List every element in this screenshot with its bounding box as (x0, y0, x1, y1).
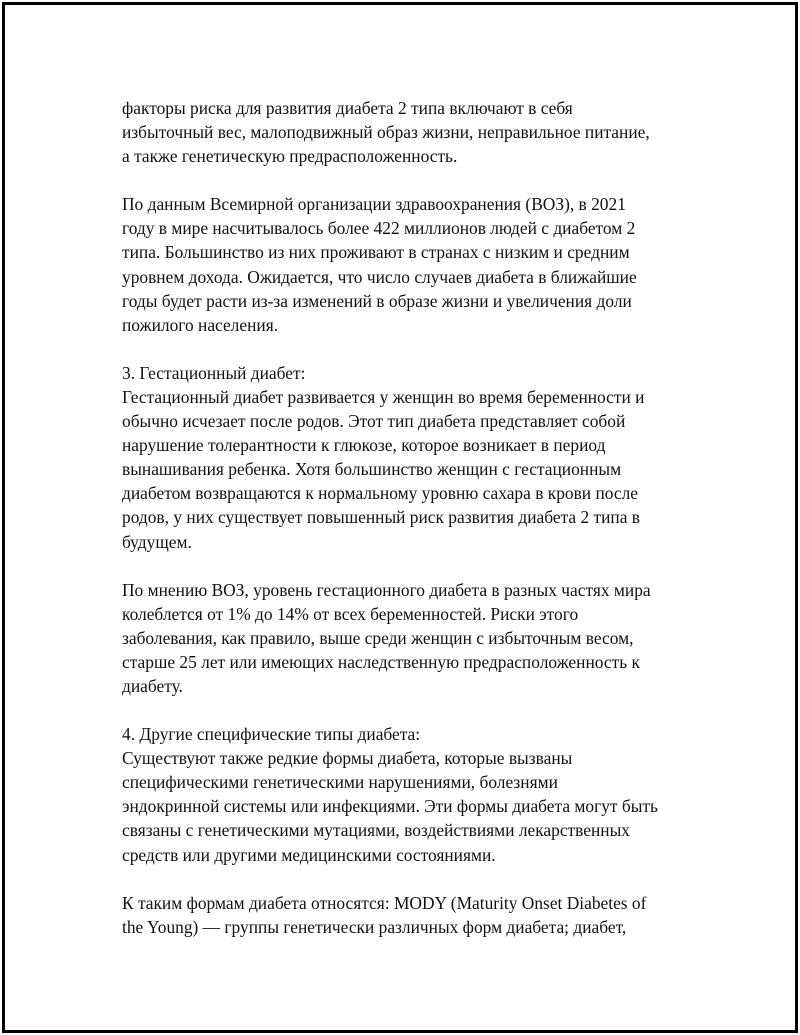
paragraph-gestational-prevalence: По мнению ВОЗ, уровень гестационного диабета в разных частях мира колеблется от 1% до 14% от всех беременностей. Риски этого заболевания, как правило, выше среди женщин с избыточным весом, старше 25 лет или имеющих наследственную предрасположенность к диабету. (122, 579, 651, 696)
document-body (122, 96, 722, 939)
page-frame (2, 2, 798, 1033)
paragraph-risk-factors: факторы риска для развития диабета 2 типа включают в себя избыточный вес, малоподвижный образ жизни, неправильное питание, а также генетическую предрасположенность. (122, 98, 650, 167)
paragraph-gestational-diabetes: 3. Гестационный диабет: Гестационный диабет развивается у женщин во время беременности и обычно исчезает после родов. Этот тип диабета представляет собой нарушение толерантности к глюкозе, которое возникает в период вынашивания ребенка. Хотя большинство женщин с гестационным диабетом возвращаются к нормальному уровню сахара в крови после родов, у них существует повышенный риск развития диабета 2 типа в будущем. (122, 362, 645, 552)
paragraph-who-statistics: По данным Всемирной организации здравоохранения (ВОЗ), в 2021 году в мире насчитывалось более 422 миллионов людей с диабетом 2 типа. Большинство из них проживают в странах с низким и средним уровнем дохода. Ожидается, что число случаев диабета в ближайшие годы будет расти из-за изменений в образе жизни и увеличения доли пожилого населения. (122, 194, 637, 335)
paragraph-other-types: 4. Другие специфические типы диабета: Существуют также редкие формы диабета, которые вызваны специфическими генетическими нарушениями, болезнями эндокринной системы или инфекциями. Эти формы диабета могут быть связаны с генетическими мутациями, воздействиями лекарственных средств или другими медицинскими состояниями. (122, 724, 658, 865)
paragraph-mody: К таким формам диабета относятся: MODY (Maturity Onset Diabetes of the Young) — группы генетически различных форм диабета; диабет, (122, 892, 647, 937)
